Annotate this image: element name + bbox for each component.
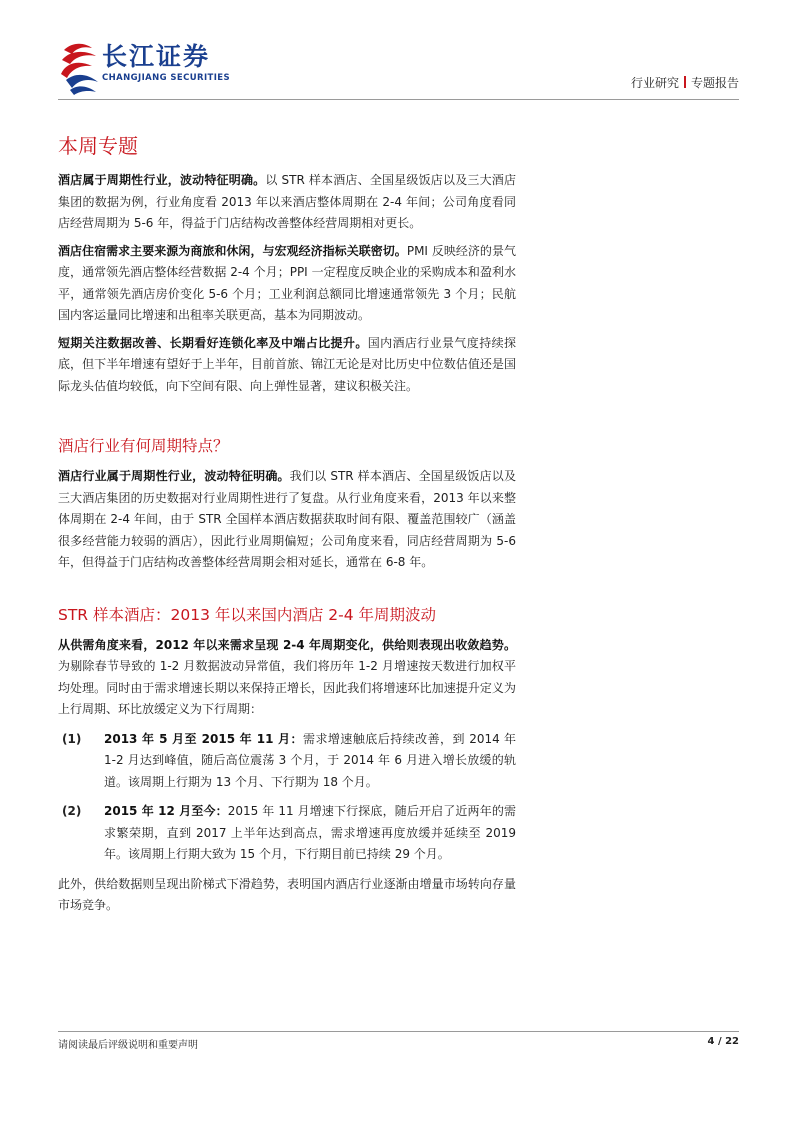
section-title-weekly-topic: 本周专题	[58, 134, 138, 158]
paragraph	[58, 241, 516, 327]
list-item-lead: 2013 年 5 月至 2015 年 11 月：	[104, 731, 304, 746]
paragraph: 此外，供给数据则呈现出阶梯式下滑趋势，表明国内酒店行业逐渐由增量市场转向存量市场竞争。	[58, 876, 516, 912]
paragraph-lead: 酒店住宿需求主要来源为商旅和休闲，与宏观经济指标关联密切。	[58, 243, 407, 258]
report-type: 专题报告	[690, 76, 739, 90]
paragraph	[58, 333, 516, 398]
paragraph-body: 我们以 STR 样本酒店、全国星级饭店以及三大酒店集团的历史数据对行业周期性进行了复盘。从行业角度来看，2013 年以来整体周期在 2-4 年间，由于 STR 全国样本酒店数据获取时间有限、覆盖范围较广（涵盖很多经营能力较弱的酒店），因此行业周期偏短；公司角度来看，同店经营周期为 5-6 年，但得益于门店结构改善整体经营周期会相对延长，通常在 6-8 年。	[58, 469, 516, 569]
paragraph-body: 为剔除春节导致的 1-2 月数据波动异常值，我们将历年 1-2 月增速按天数进行加权平均处理。同时由于需求增速长期以来保持正增长，因此我们将增速环比加速提升定义为上行周期、环比放缓定义为下行周期：	[58, 659, 516, 716]
footer-divider	[58, 1031, 739, 1032]
section-title-cycle-features: 酒店行业有何周期特点？	[58, 437, 229, 455]
tagline-divider	[684, 76, 686, 88]
paragraph	[58, 466, 516, 574]
section-title-str-sample: STR 样本酒店：2013 年以来国内酒店 2-4 年周期波动	[58, 605, 437, 624]
list-item	[58, 729, 516, 794]
paragraph-lead: 酒店行业属于周期性行业，波动特征明确。	[58, 469, 290, 483]
page-number: 4 / 22	[707, 1036, 739, 1047]
paragraph-lead: 短期关注数据改善、长期看好连锁化率及中端占比提升。	[58, 335, 368, 350]
list-item-body: 2015 年 11 月增速下行探底，随后开启了近两年的需求繁荣期，直到 2017 上半年达到高点，需求增速再度放缓并延续至 2019 年。该周期上行期大致为 15 个月，下行期目前已持续 29 个月。	[104, 804, 516, 861]
page-header	[58, 36, 739, 98]
list-item-text	[104, 801, 516, 866]
paragraph-lead: 从供需角度来看，2012 年以来需求呈现 2-4 年周期变化，供给则表现出收敛趋势。	[58, 637, 516, 652]
paragraph-body: PMI 反映经济的景气度，通常领先酒店整体经营数据 2-4 个月；PPI 一定程度反映企业的采购成本和盈利水平，通常领先酒店房价变化 5-6 个月；工业利润总额同比增速通常领先 3 个月；民航国内客运量同比增速和出租率关联更高，基本为同期波动。	[58, 243, 516, 322]
list-item-number: (1)	[62, 731, 82, 746]
logo-emblem-icon	[58, 40, 102, 96]
header-divider	[58, 99, 739, 100]
list-item-body: 需求增速触底后持续改善，到 2014 年 1-2 月达到峰值，随后高位震荡 3 个月，于 2014 年 6 月进入增长放缓的轨道。该周期上行期为 13 个月、下行期为 18 个月。	[104, 731, 517, 789]
paragraph	[58, 635, 516, 721]
logo-english-name: CHANGJIANG SECURITIES	[102, 73, 231, 83]
list-item-lead: 2015 年 12 月至今：	[104, 804, 228, 818]
company-logo	[58, 40, 248, 96]
report-category: 行业研究	[630, 76, 679, 90]
list-item	[58, 801, 516, 866]
paragraph	[58, 170, 516, 235]
main-content	[58, 132, 516, 917]
paragraph-body: 国内酒店行业景气度持续探底，但下半年增速有望好于上半年，目前首旅、锦江无论是对比历史中位数估值还是国际龙头估值均较低，向下空间有限、向上弹性显著，建议积极关注。	[58, 335, 516, 393]
footer-disclaimer: 请阅读最后评级说明和重要声明	[58, 1040, 198, 1051]
paragraph-body: 以 STR 样本酒店、全国星级饭店以及三大酒店集团的数据为例，行业角度看 2013 年以来酒店整体周期在 2-4 年间；公司角度看同店经营周期为 5-6 年，得益于门店结构改善整体经营周期相对更长。	[58, 173, 516, 230]
paragraph-lead: 酒店属于周期性行业，波动特征明确。	[58, 173, 266, 187]
list-item-number: (2)	[62, 804, 82, 818]
list-item-text	[104, 729, 516, 794]
report-tagline	[631, 74, 739, 91]
logo-chinese-name: 长江证券	[102, 42, 211, 71]
